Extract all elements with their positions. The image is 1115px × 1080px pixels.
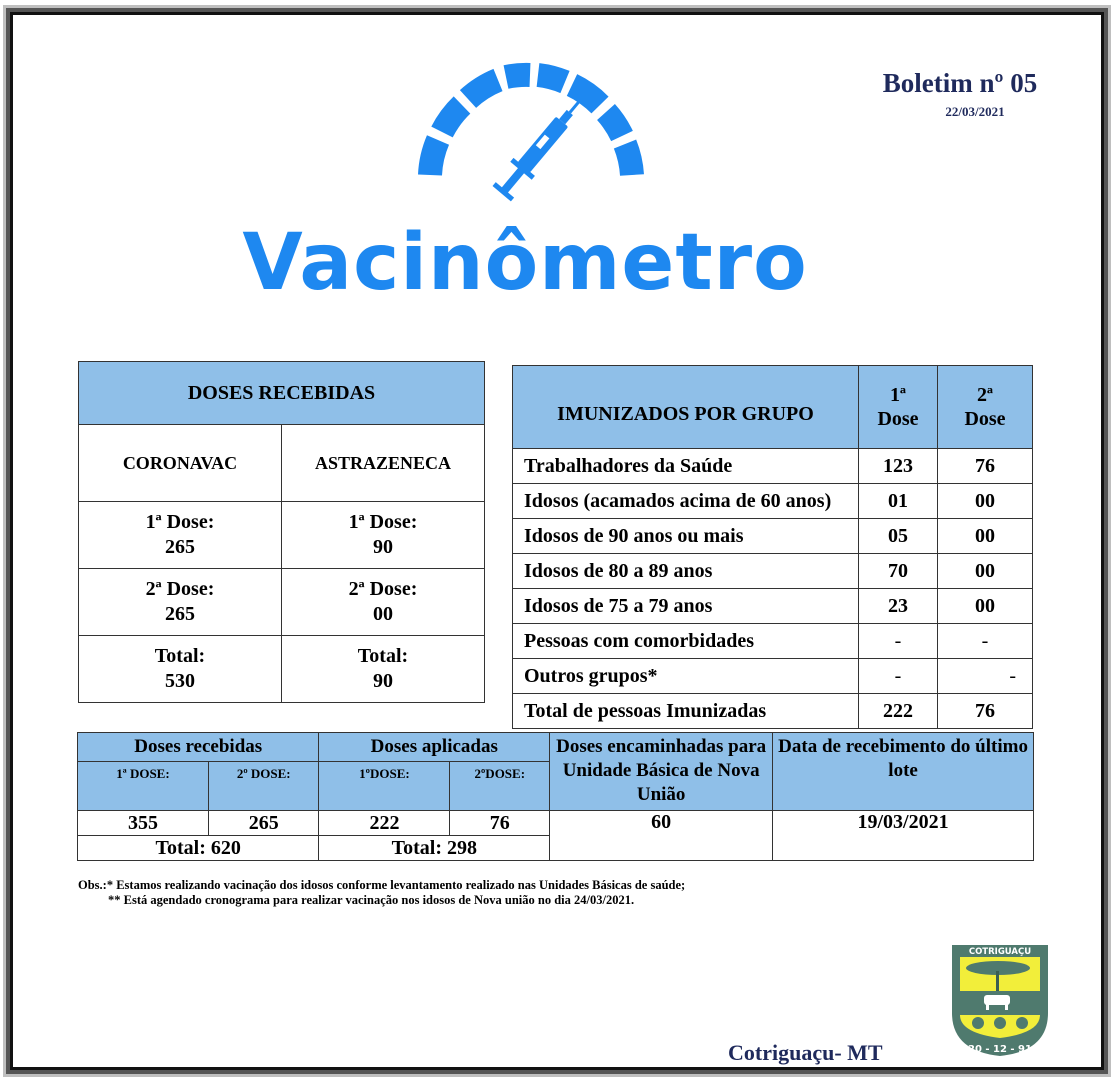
- coronavac-dose2-cell: 2ª Dose: 265: [79, 569, 282, 636]
- aplicadas-total: Total: 298: [319, 836, 550, 861]
- group-label: Pessoas com comorbidades: [513, 624, 859, 659]
- table-row: [79, 502, 485, 569]
- dose1-value: -: [859, 624, 938, 659]
- aplicadas-dose2-header: 2ºDOSE:: [450, 762, 550, 811]
- observations-note: [78, 878, 685, 908]
- observation-line-1: Obs.:* Estamos realizando vacinação dos idosos conforme levantamento realizado nas Unidades Básicas de saúde;: [78, 878, 686, 892]
- dose2-value: 00: [938, 554, 1033, 589]
- boletim-date: 22/03/2021: [945, 104, 1005, 119]
- table-row: [513, 554, 1033, 589]
- crest-date-text: 20 - 12 - 91: [968, 1044, 1032, 1055]
- table-row: [513, 589, 1033, 624]
- logo-wordmark: Vacinômetro: [242, 218, 808, 308]
- recebidas-dose1-value: 355: [78, 811, 209, 836]
- astrazeneca-dose2-cell: 2ª Dose: 00: [282, 569, 485, 636]
- dose2-value: -: [938, 624, 1033, 659]
- aplicadas-dose2-value: 76: [450, 811, 550, 836]
- column-header-astrazeneca: ASTRAZENECA: [282, 425, 485, 502]
- observation-line-2: ** Está agendado cronograma para realizar vacinação nos idosos de Nova união no dia 24/03/2021.: [108, 893, 635, 907]
- dose2-value: 76: [938, 449, 1033, 484]
- aplicadas-dose1-header: 1ºDOSE:: [319, 762, 450, 811]
- gauge-syringe-icon: [400, 60, 660, 220]
- dose1-value: 23: [859, 589, 938, 624]
- crest-banner-text: COTRIGUAÇU: [968, 947, 1032, 957]
- dose2-value: 00: [938, 484, 1033, 519]
- dose1-value: -: [859, 659, 938, 694]
- column-header-coronavac: CORONAVAC: [79, 425, 282, 502]
- astrazeneca-dose1-cell: 1ª Dose: 90: [282, 502, 485, 569]
- table-row: [513, 449, 1033, 484]
- recebidas-header: Doses recebidas: [78, 733, 319, 762]
- dose1-value: 01: [859, 484, 938, 519]
- group-label: Total de pessoas Imunizadas: [513, 694, 859, 729]
- table-row: [513, 624, 1033, 659]
- dose1-value: 123: [859, 449, 938, 484]
- aplicadas-header: Doses aplicadas: [319, 733, 550, 762]
- recebidas-dose2-value: 265: [209, 811, 319, 836]
- dose2-value: 00: [938, 519, 1033, 554]
- dose2-value: -: [938, 659, 1033, 694]
- group-label: Idosos de 90 anos ou mais: [513, 519, 859, 554]
- encaminhadas-value: 60: [550, 811, 773, 861]
- dose1-value: 222: [859, 694, 938, 729]
- city-label: Cotriguaçu- MT: [728, 1040, 883, 1065]
- ultimo-lote-header: Data de recebimento do último lote: [773, 733, 1034, 811]
- dose2-value: 76: [938, 694, 1033, 729]
- table-row: [513, 659, 1033, 694]
- municipal-crest-icon: [950, 943, 1050, 1058]
- coronavac-total-cell: Total: 530: [79, 636, 282, 703]
- table-row: [79, 636, 485, 703]
- table-row: [513, 484, 1033, 519]
- doses-recebidas-table: [78, 361, 485, 703]
- imunizados-por-grupo-table: [512, 365, 1033, 729]
- column-header-dose2: 2ª Dose: [938, 366, 1033, 449]
- dose2-value: 00: [938, 589, 1033, 624]
- group-label: Idosos (acamados acima de 60 anos): [513, 484, 859, 519]
- dose1-value: 05: [859, 519, 938, 554]
- group-label: Outros grupos*: [513, 659, 859, 694]
- table-row-total: [513, 694, 1033, 729]
- group-label: Idosos de 80 a 89 anos: [513, 554, 859, 589]
- group-label: Trabalhadores da Saúde: [513, 449, 859, 484]
- dose1-value: 70: [859, 554, 938, 589]
- recebidas-dose2-header: 2º DOSE:: [209, 762, 319, 811]
- summary-table: [77, 732, 1034, 861]
- encaminhadas-header: Doses encaminhadas para Unidade Básica de Nova União: [550, 733, 773, 811]
- aplicadas-dose1-value: 222: [319, 811, 450, 836]
- astrazeneca-total-cell: Total: 90: [282, 636, 485, 703]
- imunizados-title: IMUNIZADOS POR GRUPO: [513, 366, 859, 449]
- boletim-title: Boletim nº 05: [882, 68, 1038, 98]
- group-label: Idosos de 75 a 79 anos: [513, 589, 859, 624]
- table-row: [513, 519, 1033, 554]
- table-row: [79, 569, 485, 636]
- coronavac-dose1-cell: 1ª Dose: 265: [79, 502, 282, 569]
- doses-recebidas-title: DOSES RECEBIDAS: [79, 362, 485, 425]
- recebidas-dose1-header: 1ª DOSE:: [78, 762, 209, 811]
- ultimo-lote-value: 19/03/2021: [773, 811, 1034, 861]
- column-header-dose1: 1ª Dose: [859, 366, 938, 449]
- recebidas-total: Total: 620: [78, 836, 319, 861]
